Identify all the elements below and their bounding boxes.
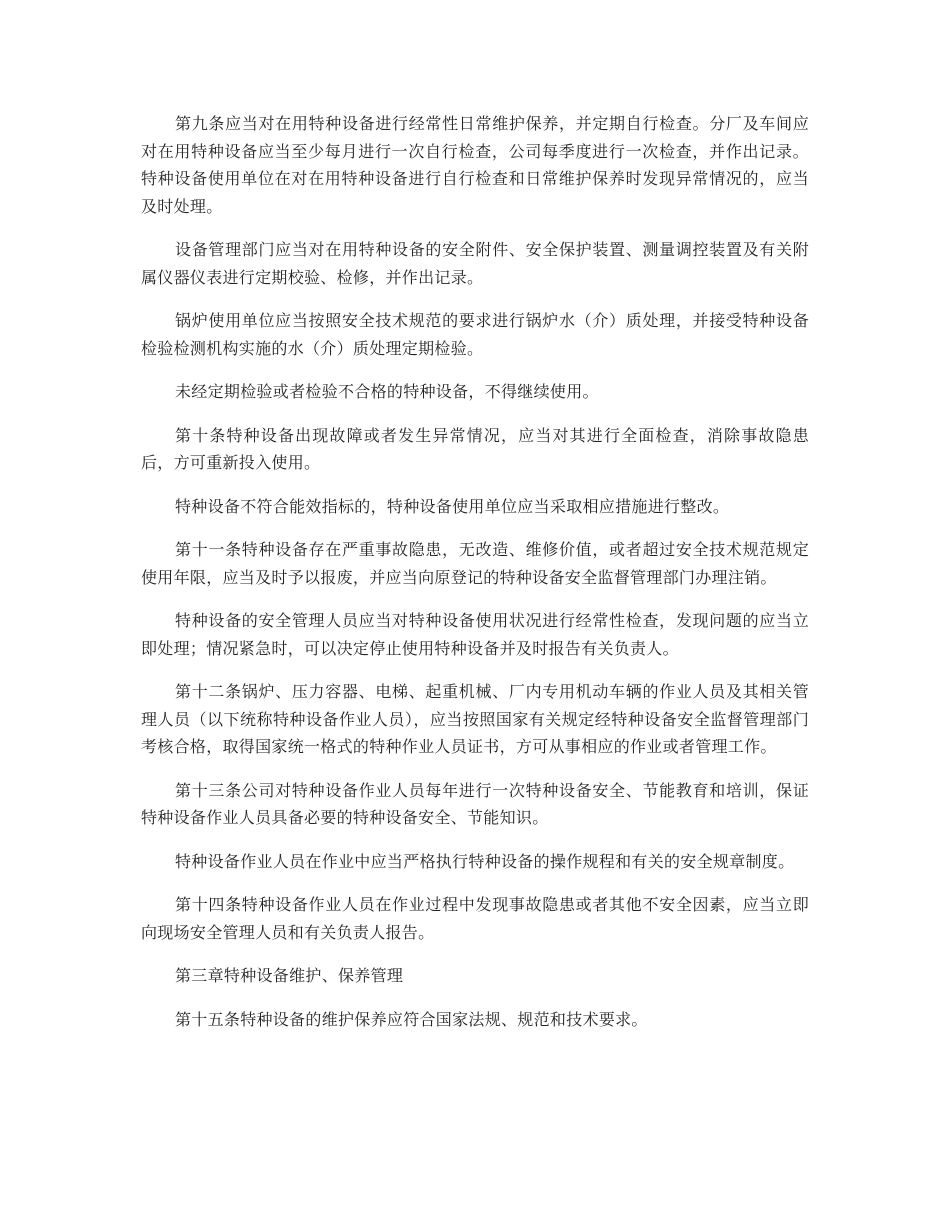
paragraph-article-11: 第十一条特种设备存在严重事故隐患，无改造、维修价值，或者超过安全技术规范规定使用年限，应当及时予以报废，并应当向原登记的特种设备安全监督管理部门办理注销。 xyxy=(141,540,809,587)
paragraph-equipment-dept: 设备管理部门应当对在用特种设备的安全附件、安全保护装置、测量调控装置及有关附属仪器仪表进行定期校验、检修，并作出记录。 xyxy=(141,240,809,287)
paragraph-article-9: 第九条应当对在用特种设备进行经常性日常维护保养，并定期自行检查。分厂及车间应对在用特种设备应当至少每月进行一次自行检查，公司每季度进行一次检查，并作出记录。特种设备使用单位在对在用特种设备进行自行检查和日常维护保养时发现异常情况的，应当及时处理。 xyxy=(141,114,809,216)
paragraph-article-12: 第十二条锅炉、压力容器、电梯、起重机械、厂内专用机动车辆的作业人员及其相关管理人员（以下统称特种设备作业人员），应当按照国家有关规定经特种设备安全监督管理部门考核合格，取得国家统一格式的特种作业人员证书，方可从事相应的作业或者管理工作。 xyxy=(141,682,809,756)
paragraph-safety-manager: 特种设备的安全管理人员应当对特种设备使用状况进行经常性检查，发现问题的应当立即处理；情况紧急时，可以决定停止使用特种设备并及时报告有关负责人。 xyxy=(141,611,809,658)
paragraph-article-15: 第十五条特种设备的维护保养应符合国家法规、规范和技术要求。 xyxy=(175,1009,648,1029)
paragraph-operating-rules: 特种设备作业人员在作业中应当严格执行特种设备的操作规程和有关的安全规章制度。 xyxy=(175,851,795,871)
paragraph-boiler-water: 锅炉使用单位应当按照安全技术规范的要求进行锅炉水（介）质处理，并接受特种设备检验检测机构实施的水（介）质处理定期检验。 xyxy=(141,311,809,358)
paragraph-article-14: 第十四条特种设备作业人员在作业过程中发现事故隐患或者其他不安全因素，应当立即向现场安全管理人员和有关负责人报告。 xyxy=(141,895,809,942)
document-body xyxy=(141,110,809,1049)
paragraph-no-inspection: 未经定期检验或者检验不合格的特种设备，不得继续使用。 xyxy=(175,382,599,401)
chapter-3-heading: 第三章特种设备维护、保养管理 xyxy=(175,966,404,985)
paragraph-article-10: 第十条特种设备出现故障或者发生异常情况，应当对其进行全面检查，消除事故隐患后，方可重新投入使用。 xyxy=(141,425,809,472)
paragraph-article-13: 第十三条公司对特种设备作业人员每年进行一次特种设备安全、节能教育和培训，保证特种设备作业人员具备必要的特种设备安全、节能知识。 xyxy=(141,780,809,827)
paragraph-energy-efficiency: 特种设备不符合能效指标的，特种设备使用单位应当采取相应措施进行整改。 xyxy=(175,496,730,516)
